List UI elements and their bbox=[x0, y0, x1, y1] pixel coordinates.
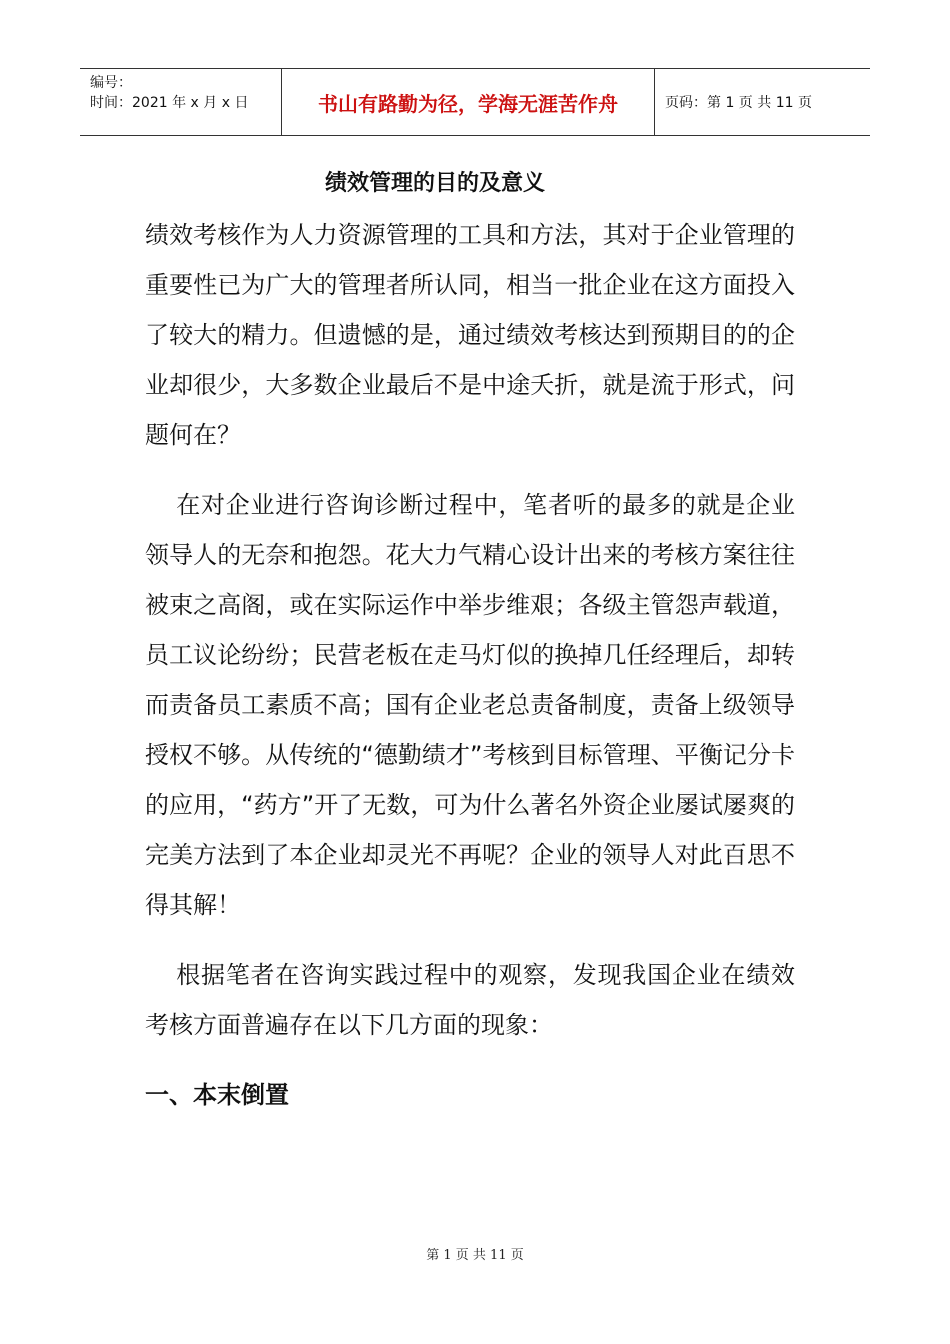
paragraph-spacer bbox=[145, 930, 795, 950]
paragraph-3: 根据笔者在咨询实践过程中的观察，发现我国企业在绩效考核方面普遍存在以下几方面的现象： bbox=[145, 961, 795, 1039]
paragraph-spacer bbox=[145, 460, 795, 480]
paragraph-spacer bbox=[145, 1050, 795, 1070]
document-header bbox=[80, 68, 870, 136]
page-footer: 第 1 页 共 11 页 bbox=[426, 1248, 524, 1263]
header-motto: 书山有路勤为径，学海无涯苦作舟 bbox=[282, 69, 655, 135]
paragraph-1: 绩效考核作为人力资源管理的工具和方法，其对于企业管理的重要性已为广大的管理者所认同，相当一批企业在这方面投入了较大的精力。但遗憾的是，通过绩效考核达到预期目的的企业却很少，大多数企业最后不是中途夭折，就是流于形式，问题何在？ bbox=[145, 221, 795, 449]
document-title: 绩效管理的目的及意义 bbox=[324, 171, 545, 196]
paragraph-2: 在对企业进行咨询诊断过程中，笔者听的最多的就是企业领导人的无奈和抱怨。花大力气精心设计出来的考核方案往往被束之高阁，或在实际运作中举步维艰；各级主管怨声载道，员工议论纷纷；民营老板在走马灯似的换掉几任经理后，却转而责备员工素质不高；国有企业老总责备制度，责备上级领导授权不够。从传统的“德勤绩才”考核到目标管理、平衡记分卡的应用，“药方”开了无数，可为什么著名外资企业屡试屡爽的完美方法到了本企业却灵光不再呢？企业的领导人对此百思不得其解！ bbox=[145, 491, 795, 919]
header-page-info: 页码：第 1 页 共 11 页 bbox=[665, 95, 812, 111]
serial-number-label: 编号： bbox=[90, 75, 132, 91]
date-label: 时间：2021 年 x 月 x 日 bbox=[90, 95, 249, 111]
section-heading: 一、本末倒置 bbox=[145, 1081, 289, 1109]
document-body bbox=[145, 210, 795, 1120]
header-meta-cell bbox=[80, 69, 282, 135]
